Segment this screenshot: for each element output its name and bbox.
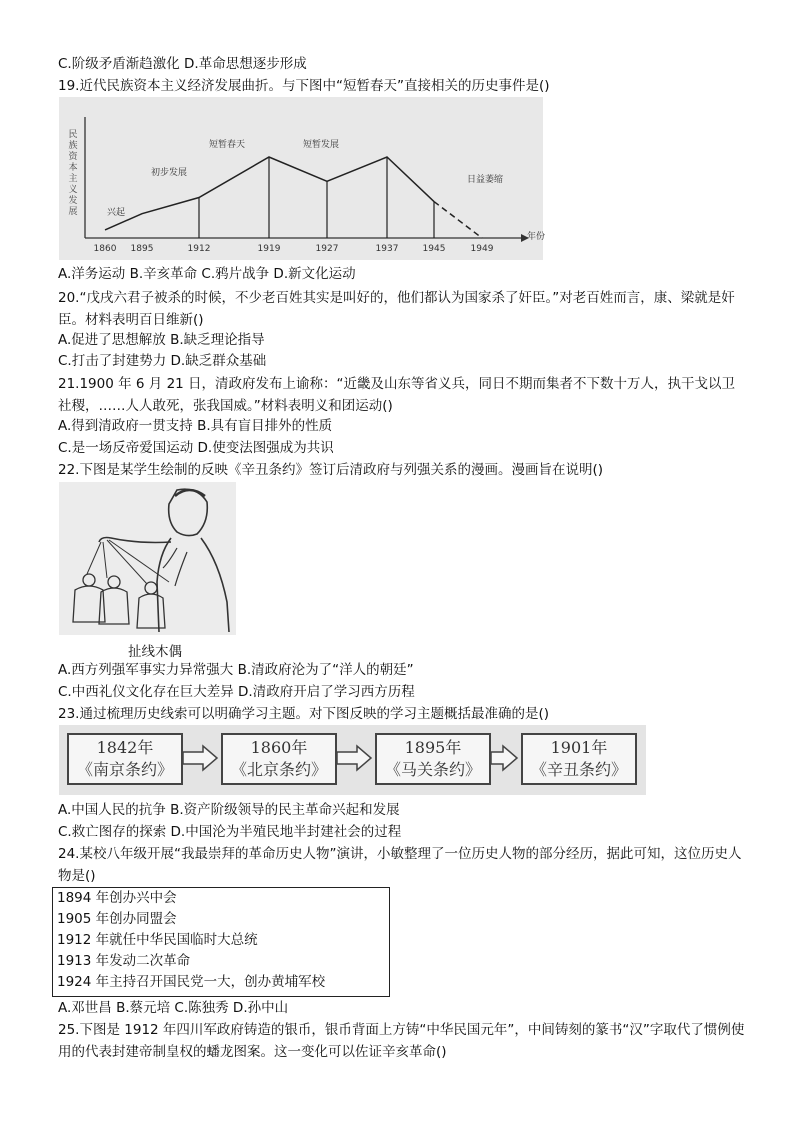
q24-stem: 24.某校八年级开展“我最崇拜的革命历史人物”演讲，小敏整理了一位历史人物的部分经历，据此可知，这位历史人物是() <box>58 846 742 884</box>
treaty-name: 《北京条约》 <box>230 760 327 779</box>
q18-options-cd: C.阶级矛盾渐趋激化 D.革命思想逐步形成 <box>58 56 307 72</box>
treaty-name: 《马关条约》 <box>384 760 481 779</box>
q22-stem: 22.下图是某学生绘制的反映《辛丑条约》签订后清政府与列强关系的漫画。漫画旨在说明() <box>58 462 604 478</box>
biography-item: 1894 年创办兴中会 <box>57 890 177 906</box>
chart-stage-label: 短暂春天 <box>209 140 246 150</box>
chart-y-label-char: 义 <box>68 185 78 195</box>
biography-item: 1913 年发动二次革命 <box>57 953 191 969</box>
q23-stem: 23.通过梳理历史线索可以明确学习主题。对下图反映的学习主题概括最准确的是() <box>58 706 550 722</box>
chart-x-tick-label: 1927 <box>315 244 339 254</box>
chart-stage-label: 日益萎缩 <box>467 175 504 185</box>
right-arrow-icon <box>337 746 371 770</box>
chart-x-tick-label: 1937 <box>375 244 399 254</box>
chart-series-line-declining <box>434 202 482 238</box>
chart-y-label-char: 发 <box>68 196 78 206</box>
chart-y-label-char: 展 <box>68 207 78 217</box>
q22-options-cd: C.中西礼仪文化存在巨大差异 D.清政府开启了学习西方历程 <box>58 684 415 700</box>
q19-stem: 19.近代民族资本主义经济发展曲折。与下图中“短暂春天”直接相关的历史事件是() <box>58 78 550 94</box>
chart-stage-label: 初步发展 <box>151 168 188 178</box>
chart-x-tick-label: 1912 <box>187 244 211 254</box>
treaty-year: 1842年 <box>96 738 154 757</box>
treaty-year: 1860年 <box>250 738 308 757</box>
treaty-year: 1895年 <box>404 738 462 757</box>
puppet-cartoon-drawing <box>59 482 236 635</box>
chart-x-tick-label: 1860 <box>93 244 117 254</box>
chart-x-tick-label: 1949 <box>470 244 494 254</box>
chart-y-label-char: 民 <box>68 130 78 140</box>
cartoon-caption: 扯线木偶 <box>128 644 182 660</box>
timeline-arrows <box>59 725 646 795</box>
chart-x-tick-label: 1919 <box>257 244 281 254</box>
chart-x-tick-label: 1895 <box>130 244 154 254</box>
q20-stem: 20.“戊戌六君子被杀的时候，不少老百姓其实是叫好的，他们都认为国家杀了奸臣。”对老百姓而言，康、梁就是奸臣。材料表明百日维新() <box>58 290 735 328</box>
chart-stage-label: 兴起 <box>107 208 126 218</box>
puppet-cartoon-image <box>59 482 236 635</box>
treaty-name: 《辛丑条约》 <box>530 760 627 779</box>
chart-y-label-char: 本 <box>68 163 78 173</box>
chart-y-label-char: 族 <box>68 141 78 151</box>
right-arrow-icon <box>183 746 217 770</box>
chart-y-label-char: 主 <box>68 174 78 184</box>
q23-options-cd: C.救亡图存的探索 D.中国沦为半殖民地半封建社会的过程 <box>58 824 402 840</box>
q21-options-ab: A.得到清政府一贯支持 B.具有盲目排外的性质 <box>58 418 333 434</box>
q21-stem: 21.1900 年 6 月 21 日，清政府发布上谕称：“近畿及山东等省义兵，同日不期而集者不下数十万人，执干戈以卫社稷，……人人敢死，张我国威。”材料表明义和团运动() <box>58 376 736 414</box>
q19-options: A.洋务运动 B.辛亥革命 C.鸦片战争 D.新文化运动 <box>58 266 356 282</box>
q19-chart-figure <box>59 97 546 260</box>
chart-y-label-char: 资 <box>68 152 78 162</box>
biography-item: 1912 年就任中华民国临时大总统 <box>57 932 258 948</box>
chart-x-tick-label: 1945 <box>422 244 446 254</box>
biography-item: 1924 年主持召开国民党一大，创办黄埔军校 <box>57 974 326 990</box>
treaty-year: 1901年 <box>550 738 608 757</box>
q20-options-ab: A.促进了思想解放 B.缺乏理论指导 <box>58 332 265 348</box>
biography-box <box>52 887 390 997</box>
treaty-timeline-figure <box>59 725 646 795</box>
right-arrow-icon <box>491 746 517 770</box>
q22-options-ab: A.西方列强军事实力异常强大 B.清政府沦为了“洋人的朝廷” <box>58 662 414 678</box>
treaty-name: 《南京条约》 <box>76 760 173 779</box>
chart-x-axis-label: 年份 <box>527 232 546 242</box>
q23-options-ab: A.中国人民的抗争 B.资产阶级领导的民主革命兴起和发展 <box>58 802 400 818</box>
q19-line-chart <box>59 97 546 260</box>
chart-y-axis-label <box>68 129 78 217</box>
chart-stage-label: 短暂发展 <box>303 140 340 150</box>
q24-options: A.邓世昌 B.蔡元培 C.陈独秀 D.孙中山 <box>58 1000 289 1016</box>
q21-options-cd: C.是一场反帝爱国运动 D.使变法图强成为共识 <box>58 440 334 456</box>
q25-stem: 25.下图是 1912 年四川军政府铸造的银币，银币背面上方铸“中华民国元年”，中间铸刻的篆书“汉”字取代了惯例使用的代表封建帝制皇权的蟠龙图案。这一变化可以佐证辛亥革命() <box>58 1022 745 1060</box>
biography-item: 1905 年创办同盟会 <box>57 911 177 927</box>
q20-options-cd: C.打击了封建势力 D.缺乏群众基础 <box>58 353 267 369</box>
